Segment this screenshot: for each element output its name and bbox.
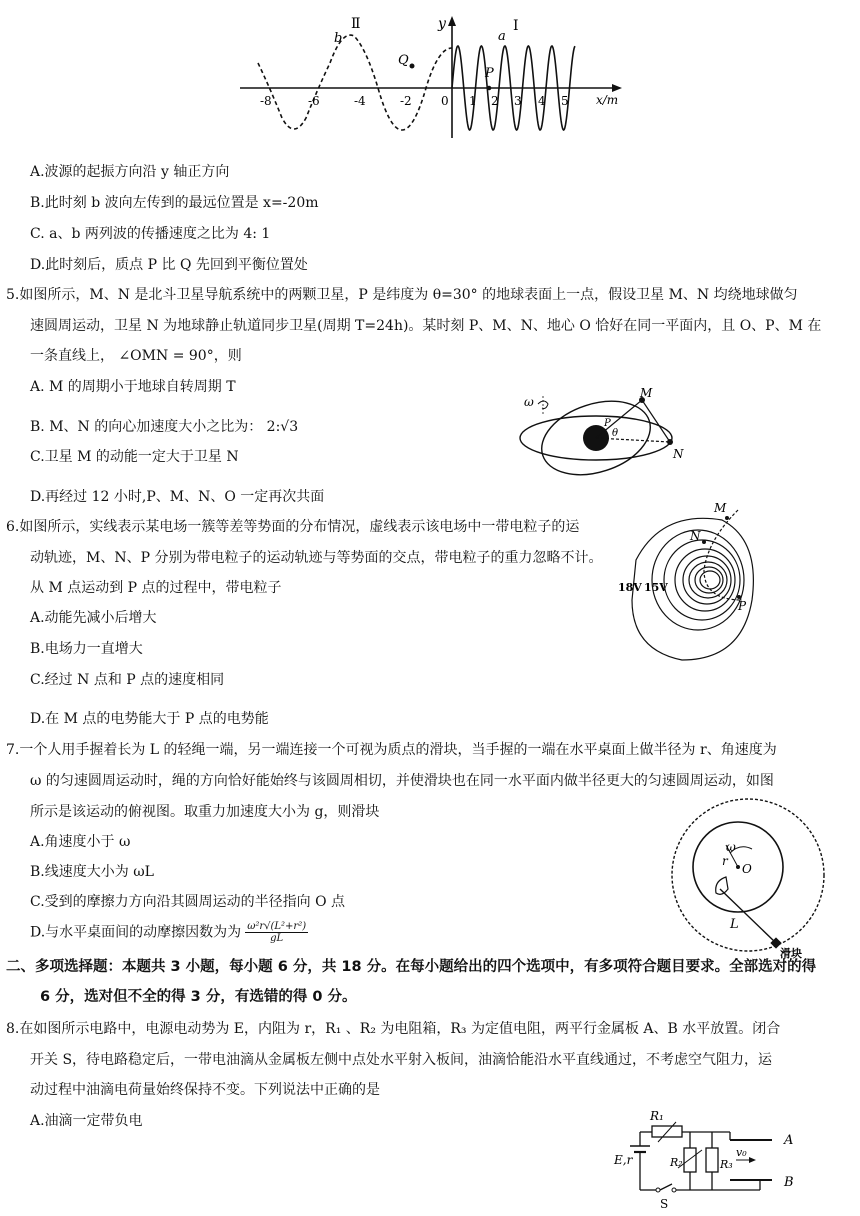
label-p: P [738,599,747,613]
satellite-figure [516,386,696,486]
axis-x-label: x/m [596,93,619,107]
q7-option-d-text: D.与水平桌面间的动摩擦因数为为 [30,924,242,941]
q5-option-d: D.再经过 12 小时,P、M、N、O 一定再次共面 [30,489,325,505]
label-m: M [714,501,727,515]
point-q-dot [410,64,415,69]
label-a: A [784,1133,794,1148]
q6-stem-1: 6.如图所示，实线表示某电场一簇等差等势面的分布情况，虚线表示该电场中一带电粒子的运 [6,519,580,535]
q5-stem-1: 5.如图所示，M、N 是北斗卫星导航系统中的两颗卫星，P 是纬度为 θ=30° 的地球表面上一点，假设卫星 M、N 均绕地球做匀 [6,287,798,303]
section-2-heading-cont: 6 分，选对但不全的得 3 分，有选错的得 0 分。 [40,989,357,1005]
label-n: N [690,529,701,543]
label-er: E,r [614,1153,633,1167]
tick-label: 3 [514,94,522,108]
point-label-a: a [498,29,506,44]
equipotential-figure [612,500,762,670]
q5-stem-2: 速圆周运动，卫星 N 为地球静止轨道同步卫星(周期 T=24h)。某时刻 P、M、N、地心 O 恰好在同一平面内，且 O、P、M 在 [30,318,822,334]
q7-option-a: A.角速度小于 ω [30,834,131,850]
label-b: B [784,1175,794,1190]
q4-option-d: D.此时刻后，质点 P 比 Q 先回到平衡位置处 [30,257,308,273]
q8-option-a: A.油滴一定带负电 [30,1113,143,1129]
circuit-figure [612,1100,812,1214]
label-v0: v₀ [736,1146,747,1159]
q7-stem-2: ω 的匀速圆周运动时，绳的方向恰好能始终与该圆周相切，并使滑块也在同一水平面内做半径更大的匀速圆周运动，如图 [30,773,774,789]
fraction-denominator: gL [270,933,284,944]
wave-figure [230,8,630,148]
fraction-numerator: ω²r√(L²+r²) [247,921,307,932]
q8-stem-2: 开关 S，待电路稳定后，一带电油滴从金属板左侧中点处水平射入板间，油滴恰能沿水平直线通过，不考虑空气阻力，运 [30,1052,773,1068]
q6-option-b: B.电场力一直增大 [30,641,143,657]
friction-fraction [245,921,308,944]
q5-option-a: A. M 的周期小于地球自转周期 T [30,379,236,395]
label-r: r [722,854,728,868]
point-label-p: P [485,66,494,81]
q4-option-b: B.此时刻 b 波向左传到的最远位置是 x=-20m [30,195,319,211]
q5-option-c: C.卫星 M 的动能一定大于卫星 N [30,449,239,465]
label-r2: R₂ [670,1156,683,1169]
q4-option-c: C. a、b 两列波的传播速度之比为 4: 1 [30,226,271,242]
q6-stem-3: 从 M 点运动到 P 点的过程中，带电粒子 [30,580,282,596]
tick-label: 4 [538,94,546,108]
q8-stem-3: 动过程中油滴电荷量始终保持不变。下列说法中正确的是 [30,1082,380,1098]
tick-label: -2 [400,94,412,108]
label-theta: θ [612,428,619,439]
label-n: N [673,447,684,461]
omega-label: ω [726,840,736,854]
axis-y-label: y [438,16,446,32]
tick-label: -4 [354,94,366,108]
tick-label: -6 [308,94,320,108]
q7-option-d [30,921,308,944]
label-o: O [742,862,752,876]
q7-option-b: B.线速度大小为 ωL [30,864,154,880]
q6-option-c: C.经过 N 点和 P 点的速度相同 [30,672,225,688]
label-p: P [604,418,611,429]
label-r1: R₁ [650,1109,664,1123]
point-label-b: b [334,31,343,46]
tick-label: 1 [469,94,477,108]
rotation-figure [650,795,850,960]
q4-option-a: A.波源的起振方向沿 y 轴正方向 [30,164,230,180]
tick-label: 2 [491,94,499,108]
section-2-heading: 二、多项选择题：本题共 3 小题，每小题 6 分，共 18 分。在每小题给出的四个选项中，有多项符合题目要求。全部选对的得 [6,959,817,975]
q7-option-c: C.受到的摩擦力方向沿其圆周运动的半径指向 O 点 [30,894,346,910]
q6-stem-2: 动轨迹，M、N、P 分别为带电粒子的运动轨迹与等势面的交点，带电粒子的重力忽略不计。 [30,550,603,566]
label-18v: 18V [618,581,642,594]
point-label-q: Q [398,53,409,68]
label-r3: R₃ [720,1158,733,1171]
wave-label-ii: Ⅱ [351,16,361,32]
q8-stem-1: 8.在如图所示电路中，电源电动势为 E，内阻为 r，R₁ 、R₂ 为电阻箱，R₃ 为定值电阻，两平行金属板 A、B 水平放置。闭合 [6,1021,781,1037]
label-m: M [640,386,653,400]
omega-label: ω [524,395,534,409]
label-slider: 滑块 [780,947,802,960]
point-p-dot [487,86,492,91]
q5-stem-3: 一条直线上， ∠OMN = 90°，则 [30,348,242,364]
q6-option-a: A.动能先减小后增大 [30,610,157,626]
tick-label: -8 [260,94,272,108]
wave-label-i: Ⅰ [513,18,519,34]
label-s: S [660,1197,669,1211]
q7-stem-3: 所示是该运动的俯视图。取重力加速度大小为 g，则滑块 [30,804,380,820]
tick-label: 0 [441,94,449,108]
q5-option-b: B. M、N 的向心加速度大小之比为： 2:√3 [30,419,299,435]
label-l: L [730,917,739,932]
q6-option-d: D.在 M 点的电势能大于 P 点的电势能 [30,711,269,727]
label-15v: 15V [644,581,668,594]
q7-stem-1: 7.一个人用手握着长为 L 的轻绳一端，另一端连接一个可视为质点的滑块，当手握的一端在水平桌面上做半径为 r、角速度为 [6,742,777,758]
tick-label: 5 [561,94,569,108]
